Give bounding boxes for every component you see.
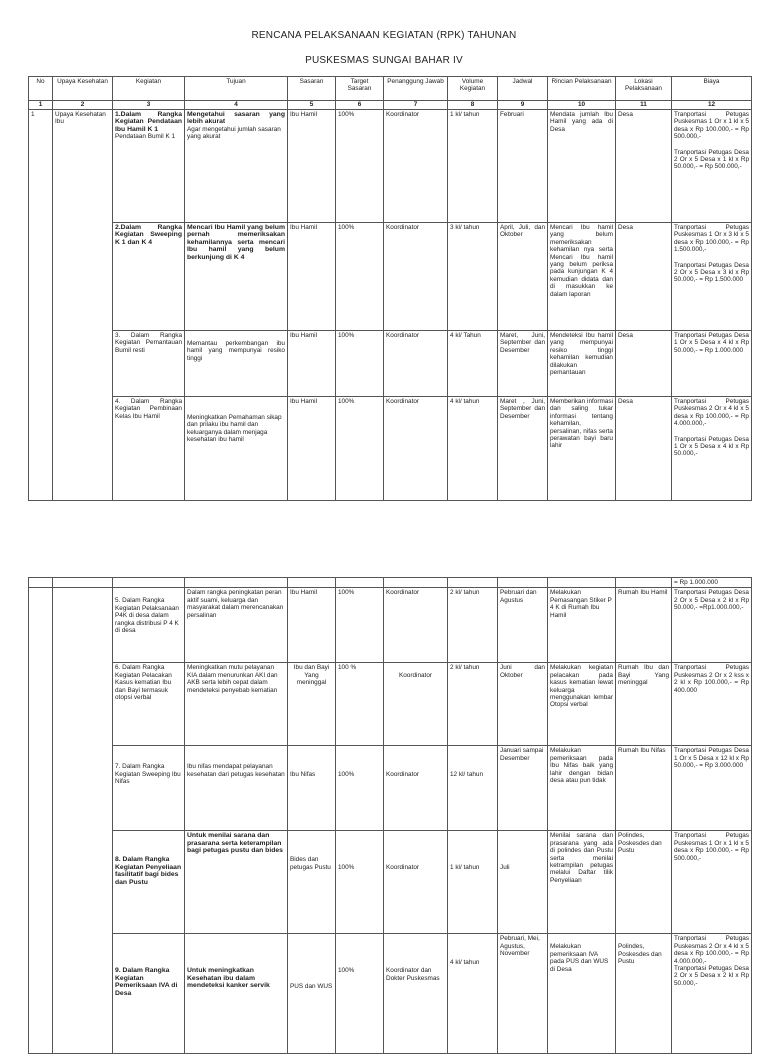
column-number-row: [29, 101, 752, 110]
biaya-line: Tranportasi Petugas Puskesmas 2 Or x 4 kl x 5 desa x Rp 100.000,- = Rp 4.000.000,-: [674, 398, 749, 428]
kegiatan-cell: [113, 223, 185, 331]
pj-text: Koordinator dan Dokter Puskesmas: [386, 967, 440, 982]
lokasi-cell: Desa: [616, 331, 672, 397]
biaya-cell: [672, 110, 752, 223]
lokasi-cell: Desa: [616, 223, 672, 331]
rincian-cell: Menilai sarana dan prasarana yang ada di polindes dan Pustu serta menilai ketrampilan petugas melalui Daftar tilik Penyeliaan: [548, 831, 616, 934]
tujuan-cell: [185, 110, 288, 223]
kegiatan-title: 2.Dalam Rangka Kegiatan Sweeping K 1 dan K 4: [115, 224, 182, 246]
biaya-cell: = Rp 1.000.000: [672, 578, 752, 588]
jadwal-cell: April, Juli, dan Oktober: [498, 223, 548, 331]
header-cell: Upaya Kesehatan: [53, 77, 113, 101]
pj-text: Koordinator: [386, 864, 420, 872]
biaya-line: Tranportasi Petugas Puskesmas 1 Or x 1 kl x 5 desa x Rp 100.000,- = Rp 500.000,-: [674, 111, 749, 141]
jadwal-cell: Maret , Juni, September dan Desember: [498, 397, 548, 501]
header-cell: Jadwal: [498, 77, 548, 101]
table-row: [29, 110, 752, 223]
biaya-line: Tranportasi Petugas Puskesmas 2 Or x 4 kl x 5 desa x Rp 100.000,- = Rp 4.000.000,-: [674, 935, 749, 965]
sasaran-text: Bides dan petugas Pustu: [290, 856, 331, 871]
biaya-cell: Tranportasi Petugas Puskesmas 2 Or x 2 kss x 2 kl x Rp 100.000,- = Rp 400.000: [672, 663, 752, 746]
table-row: [29, 397, 752, 501]
column-number: 11: [616, 101, 672, 110]
pj-cell: [384, 831, 448, 934]
header-cell: Lokasi Pelaksanaan: [616, 77, 672, 101]
row-number: 1: [29, 110, 53, 501]
kegiatan-cell: 4. Dalam Rangka Kegiatan Pembinaan Kelas Ibu Hamil: [113, 397, 185, 501]
volume-text: 1 kl/ tahun: [450, 864, 480, 872]
lokasi-cell: Desa: [616, 397, 672, 501]
rincian-cell: [548, 934, 616, 1054]
header-cell: Rincian Pelaksanaan: [548, 77, 616, 101]
table-row: [29, 223, 752, 331]
sasaran-cell: Ibu Hamil: [288, 588, 336, 663]
sasaran-cell: [288, 934, 336, 1054]
column-number: 7: [384, 101, 448, 110]
sasaran-text: PUS dan WUS: [290, 983, 333, 991]
rpk-table-page-2: [28, 577, 752, 1054]
target-cell: [336, 934, 384, 1054]
column-number: 4: [185, 101, 288, 110]
sasaran-cell: Ibu dan Bayi Yang meninggal: [288, 663, 336, 746]
document-title: RENCANA PELAKSANAAN KEGIATAN (RPK) TAHUNAN: [251, 30, 517, 41]
pj-cell: Koordinator: [384, 588, 448, 663]
biaya-cell: [672, 397, 752, 501]
jadwal-cell: [498, 831, 548, 934]
biaya-cell: Tranportasi Petugas Desa 2 Or x 5 Desa x 2 kl x Rp 50.000,- =Rp1.000.000,-: [672, 588, 752, 663]
sasaran-cell: [288, 831, 336, 934]
column-number: 8: [448, 101, 498, 110]
tujuan-cell: [185, 223, 288, 331]
tujuan-cell: [185, 934, 288, 1054]
pj-text: Koordinator: [398, 672, 433, 680]
rincian-cell: Melakukan pemeriksaan pada Ibu Nifas baik yang lahir dengan bidan desa atau pun tidak: [548, 746, 616, 831]
rpk-table-page-1: [28, 76, 752, 501]
rincian-cell: Melakukan Pemasangan Stiker P 4 K di Rumah Ibu Hamil: [548, 588, 616, 663]
kegiatan-detail: 7. Dalam Rangka Kegiatan Sweeping Ibu Nifas: [115, 763, 181, 786]
table-row: [29, 578, 752, 588]
lokasi-cell: Polindes, Poskesdes dan Pustu: [616, 831, 672, 934]
kegiatan-title: 8. Dalam Rangka Kegiatan Penyeliaan fasilitatif bagi bides dan Pustu: [115, 856, 182, 886]
volume-cell: [448, 831, 498, 934]
kegiatan-cell: [113, 588, 185, 663]
kegiatan-detail: Pendataan Bumil K 1: [115, 133, 176, 141]
header-cell: Tujuan: [185, 77, 288, 101]
column-number: 9: [498, 101, 548, 110]
target-cell: 100 %: [336, 663, 384, 746]
pj-cell: Koordinator: [384, 331, 448, 397]
target-cell: 100%: [336, 397, 384, 501]
biaya-cell: Tranportasi Petugas Puskesmas 1 Or x 1 kl x 5 desa x Rp 100.000,- = Rp 500.000,-: [672, 831, 752, 934]
target-text: 100%: [338, 967, 355, 975]
header-cell: Kegiatan: [113, 77, 185, 101]
jadwal-cell: Juni dan Oktober: [498, 663, 548, 746]
header-cell: Penanggung Jawab: [384, 77, 448, 101]
biaya-line: Tranportasi Petugas Desa 2 Or x 5 Desa x 2 kl x Rp 50.000,-: [674, 965, 749, 987]
target-cell: 100%: [336, 223, 384, 331]
biaya-line: Tranportasi Petugas Desa 1 Or x 5 Desa x 4 kl x Rp 50.000,-: [674, 435, 749, 458]
tujuan-cell: Meningkatkan mutu pelayanan KIA dalam menurunkan AKI dan AKB serta lebih cepat dalam mendeteksi penyebab kematian: [185, 663, 288, 746]
tujuan-cell: [185, 331, 288, 397]
target-text: 100%: [338, 864, 355, 872]
jadwal-cell: Januari sampai Desember: [498, 746, 548, 831]
table-row: [29, 663, 752, 746]
rincian-cell: Mencari Ibu hamil yang belum memeriksakan kehamilan nya serta Mencari Ibu hamil yang belum periksa pada kunjungan K 4 kemudian didata dan di masukkan ke dalam laporan: [548, 223, 616, 331]
kegiatan-title: 1.Dalam Rangka Kegiatan Pendataan Ibu Hamil K 1: [115, 111, 182, 133]
rincian-cell: Melakukan kegiatan pelacakan pada kasus kematian lewat keluarga menggunakan lembar Otopsi verbal: [548, 663, 616, 746]
table-row: [29, 588, 752, 663]
upaya-cell: Upaya Kesehatan Ibu: [53, 110, 113, 501]
biaya-line: Tranportasi Petugas Puskesmas 1 Or x 3 kl x 5 desa x Rp 100.000,- = Rp 1.500.000,-: [674, 224, 749, 254]
table-header-row: [29, 77, 752, 101]
volume-cell: 2 kl/ tahun: [448, 588, 498, 663]
target-text: 100%: [338, 771, 355, 779]
jadwal-cell: Pebruari dan Agustus: [498, 588, 548, 663]
table-row: [29, 746, 752, 831]
tujuan-cell: [185, 397, 288, 501]
column-number: 5: [288, 101, 336, 110]
kegiatan-cell: [113, 934, 185, 1054]
target-cell: [336, 746, 384, 831]
tujuan-cell: Untuk menilai sarana dan prasarana serta keterampilan bagi petugas pustu dan bides: [185, 831, 288, 934]
tujuan-detail: Memantau perkembangan ibu hamil yang mempunyai resiko tinggi: [187, 340, 285, 362]
sasaran-cell: [288, 746, 336, 831]
header-cell: Volume Kegiatan: [448, 77, 498, 101]
lokasi-cell: Rumah Ibu Hamil: [616, 588, 672, 663]
volume-cell: 4 kl/ Tahun: [448, 331, 498, 397]
biaya-cell: [672, 223, 752, 331]
biaya-cell: [672, 934, 752, 1054]
tujuan-title: Untuk meningkatkan Kesehatan ibu dalam mendeteksi kanker servik: [187, 967, 270, 990]
header-cell: Sasaran: [288, 77, 336, 101]
pj-cell: Koordinator: [384, 110, 448, 223]
lokasi-cell: [616, 934, 672, 1054]
header-cell: No: [29, 77, 53, 101]
tujuan-detail: Agar mengetahui jumlah sasaran yang akurat: [187, 125, 281, 141]
column-number: 1: [29, 101, 53, 110]
table-row: [29, 831, 752, 934]
volume-text: 12 kl/ tahun: [450, 771, 484, 779]
jadwal-text: Juli: [500, 864, 510, 872]
biaya-cell: Tranportasi Petugas Desa 1 Or x 5 Desa x 12 kl x Rp 50.000,- = Rp 3.000.000: [672, 746, 752, 831]
kegiatan-cell: [113, 110, 185, 223]
tujuan-title: Mencari Ibu Hamil yang belum pernah memeriksakan kehamilannya serta mencari Ibu hamil yang belum berkunjung di K 4: [187, 224, 285, 261]
pj-cell: [384, 746, 448, 831]
tujuan-detail: Ibu nifas mendapat pelayanan kesehatan dari petugas kesehatan: [187, 763, 285, 778]
pj-cell: [384, 934, 448, 1054]
column-number: 10: [548, 101, 616, 110]
sasaran-cell: Ibu Hamil: [288, 397, 336, 501]
volume-text: 4 kl/ tahun: [450, 959, 480, 967]
sasaran-cell: Ibu Hamil: [288, 110, 336, 223]
kegiatan-title: 9. Dalam Rangka Kegiatan Pemeriksaan IVA di Desa: [115, 967, 178, 997]
tujuan-cell: Dalam rangka peningkatan peran aktif suami, keluarga dan masyarakat dalam merencanakan persalinan: [185, 588, 288, 663]
target-cell: 100%: [336, 331, 384, 397]
rincian-cell: Memberikan informasi dan saling tukar informasi tentang kehamilan, persalinan, nifas serta perawatan bayi baru lahir: [548, 397, 616, 501]
target-cell: 100%: [336, 588, 384, 663]
sasaran-text: Ibu Nifas: [290, 771, 316, 779]
rincian-cell: Mendata jumlah Ibu Hamil yang ada di Desa: [548, 110, 616, 223]
header-cell: Target Sasaran: [336, 77, 384, 101]
jadwal-cell: Pebruari, Mei, Agustus, November: [498, 934, 548, 1054]
sasaran-cell: Ibu Hamil: [288, 223, 336, 331]
lokasi-cell: Desa: [616, 110, 672, 223]
tujuan-detail: Meningkatkan Pemahaman sikap dan prilaku ibu hamil dan keluarganya dalam menjaga kesehatan ibu hamil: [187, 414, 282, 444]
column-number: 6: [336, 101, 384, 110]
volume-cell: 2 kl/ tahun: [448, 663, 498, 746]
pj-cell: [384, 663, 448, 746]
target-cell: [336, 831, 384, 934]
lokasi-cell: Rumah Ibu dan Bayi Yang meninggal: [616, 663, 672, 746]
tujuan-cell: [185, 746, 288, 831]
column-number: 12: [672, 101, 752, 110]
rincian-text: Melakukan pemeriksaan IVA pada PUS dan WUS di Desa: [550, 943, 609, 973]
kegiatan-cell: 3. Dalam Rangka Kegiatan Pemantauan Bumil resti: [113, 331, 185, 397]
lokasi-text: Polindes, Poskesdes dan Pustu: [618, 943, 662, 966]
volume-cell: 4 kl/ tahun: [448, 397, 498, 501]
kegiatan-cell: [113, 831, 185, 934]
pj-cell: Koordinator: [384, 223, 448, 331]
target-cell: 100%: [336, 110, 384, 223]
biaya-line: Tranportasi Petugas Desa 2 Or x 5 Desa x 1 kl x Rp 50.000,- = Rp 500.000,-: [674, 148, 749, 171]
kegiatan-cell: [113, 746, 185, 831]
biaya-line: Tranportasi Petugas Desa 2 Or x 5 Desa x 3 kl x Rp 50.000,- = Rp 1.500.000: [674, 261, 749, 284]
volume-cell: 3 kl/ tahun: [448, 223, 498, 331]
volume-cell: [448, 934, 498, 1054]
kegiatan-detail: 5. Dalam Rangka Kegiatan Pelaksanaan P4K di desa dalam rangka distribusi P 4 K di desa: [115, 597, 179, 635]
sasaran-cell: Ibu Hamil: [288, 331, 336, 397]
table-row: [29, 934, 752, 1054]
jadwal-cell: Februari: [498, 110, 548, 223]
column-number: 2: [53, 101, 113, 110]
document-subtitle: PUSKESMAS SUNGAI BAHAR IV: [305, 55, 463, 66]
jadwal-cell: Maret, Juni, September dan Desember: [498, 331, 548, 397]
volume-cell: 1 kl/ tahun: [448, 110, 498, 223]
header-cell: Biaya: [672, 77, 752, 101]
volume-cell: [448, 746, 498, 831]
biaya-cell: Tranportasi Petugas Desa 1 Or x 5 Desa x 4 kl x Rp 50.000,- = Rp 1.000.000: [672, 331, 752, 397]
pj-text: Koordinator: [386, 771, 420, 779]
kegiatan-cell: 6. Dalam Rangka Kegiatan Pelacakan Kasus kematian Ibu dan Bayi termasuk otopsi verbal: [113, 663, 185, 746]
column-number: 3: [113, 101, 185, 110]
pj-cell: Koordinator: [384, 397, 448, 501]
tujuan-title: Mengetahui sasaran yang lebih akurat: [187, 111, 285, 126]
rincian-cell: Mendeteksi Ibu hamil yang mempunyai resiko tinggi kehamilan kemudian dilakukan pemantauan: [548, 331, 616, 397]
table-row: [29, 331, 752, 397]
lokasi-cell: Rumah Ibu Nifas: [616, 746, 672, 831]
